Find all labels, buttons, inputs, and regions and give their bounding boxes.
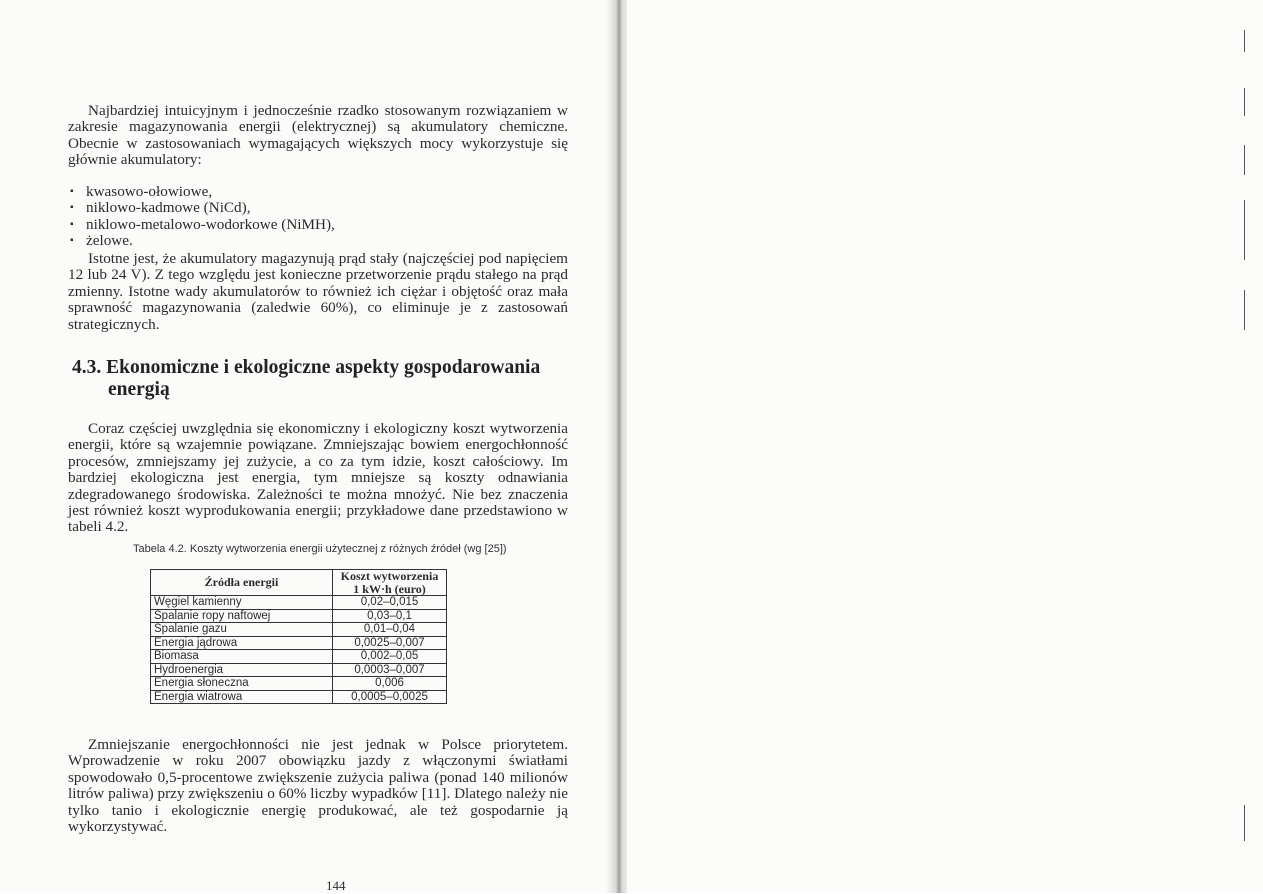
header-cost bbox=[333, 570, 447, 596]
energy-cost-table bbox=[150, 569, 447, 704]
battery-list bbox=[68, 184, 568, 250]
table-row bbox=[151, 623, 447, 637]
cell-source: Biomasa bbox=[151, 650, 333, 664]
table-caption: Tabela 4.2. Koszty wytworzenia energii użytecznej z różnych źródeł (wg [25]) bbox=[133, 543, 507, 555]
list-item: ▪ żelowe. bbox=[68, 233, 568, 249]
table-row bbox=[151, 609, 447, 623]
economics-paragraph: Coraz częściej uwzględnia się ekonomiczny i ekologiczny koszt wytworzenia energii, które są wzajemnie powiązane. Zmniejszając bowiem energochłonność procesów, zmniejszamy jej zużycie, a co za tym idzie, koszt całościowy. Im bardziej ekologiczna jest energia, tym mniejsze są koszty odnawiania zdegradowanego środowiska. Zależności te można mnożyć. Nie bez znaczenia jest również koszt wyprodukowania energii; przykładowe dane przedstawiono w tabeli 4.2. bbox=[68, 420, 568, 536]
cell-source: Węgiel kamienny bbox=[151, 596, 333, 610]
page-number-left: 144 bbox=[326, 878, 346, 893]
page-edge-mark bbox=[1244, 88, 1245, 116]
intro-paragraph: Najbardziej intuicyjnym i jednocześnie rzadko stosowanym rozwiązaniem w zakresie magazynowania energii (elektrycznej) są akumulatory chemiczne. Obecnie w zastosowaniach wymagających większych mocy wykorzystuje się głównie akumulatory: bbox=[68, 102, 568, 169]
cell-source: Energia jądrowa bbox=[151, 636, 333, 650]
table-row bbox=[151, 677, 447, 691]
priority-paragraph: Zmniejszanie energochłonności nie jest jednak w Polsce priorytetem. Wprowadzenie w roku 2007 obowiązku jazdy z włączonymi światłami spowodowało 0,5-procentowe zwiększenie zużycia paliwa (ponad 140 milionów litrów paliwa) przy zwiększeniu o 60% liczby wypadków [11]. Dlatego należy nie tylko tanio i ekologicznie energię produkować, ale też gospodarnie ją wykorzystywać. bbox=[68, 736, 568, 836]
table-header-row bbox=[151, 570, 447, 596]
left-page bbox=[0, 0, 614, 893]
cell-source: Energia wiatrowa bbox=[151, 690, 333, 704]
list-item: ▪ niklowo-metalowo-wodorkowe (NiMH), bbox=[68, 217, 568, 233]
table-row bbox=[151, 663, 447, 677]
page-edge-mark bbox=[1244, 290, 1245, 330]
table-row bbox=[151, 636, 447, 650]
section-heading-line1: 4.3. Ekonomiczne i ekologiczne aspekty gospodarowania bbox=[72, 357, 541, 378]
cell-source: Energia słoneczna bbox=[151, 677, 333, 691]
cell-cost: 0,002–0,05 bbox=[333, 650, 447, 664]
cell-cost: 0,006 bbox=[333, 677, 447, 691]
cell-source: Hydroenergia bbox=[151, 663, 333, 677]
cell-cost: 0,0003–0,007 bbox=[333, 663, 447, 677]
section-heading-line2: energią bbox=[108, 379, 170, 400]
cell-source: Spalanie ropy naftowej bbox=[151, 609, 333, 623]
cell-cost: 0,01–0,04 bbox=[333, 623, 447, 637]
after-list-paragraph: Istotne jest, że akumulatory magazynują prąd stały (najczęściej pod napięciem 12 lub 24 V). Z tego względu jest konieczne przetworzenie prądu stałego na prąd zmienny. Istotne wady akumulatorów to również ich ciężar i objętość oraz mała sprawność magazynowania (zaledwie 60%), co eliminuje je z zastosowań strategicznych. bbox=[68, 250, 568, 333]
header-source: Źródła energii bbox=[151, 570, 333, 596]
table-row bbox=[151, 650, 447, 664]
page-edge-mark bbox=[1244, 30, 1245, 52]
cell-cost: 0,02–0,015 bbox=[333, 596, 447, 610]
cell-cost: 0,03–0,1 bbox=[333, 609, 447, 623]
section-heading bbox=[72, 357, 562, 401]
cell-source: Spalanie gazu bbox=[151, 623, 333, 637]
list-item: ▪ kwasowo-ołowiowe, bbox=[68, 184, 568, 200]
cell-cost: 0,0025–0,007 bbox=[333, 636, 447, 650]
header-cost-line2: 1 kW·h (euro) bbox=[353, 581, 426, 596]
cell-cost: 0,0005–0,0025 bbox=[333, 690, 447, 704]
header-cost-line1: Koszt wytworzenia bbox=[340, 569, 439, 583]
page-edge-mark bbox=[1244, 200, 1245, 260]
page-edge-mark bbox=[1244, 805, 1245, 841]
list-item: ▪ niklowo-kadmowe (NiCd), bbox=[68, 200, 568, 216]
right-page bbox=[627, 0, 1263, 893]
table-row bbox=[151, 690, 447, 704]
table-row bbox=[151, 596, 447, 610]
page-edge-mark bbox=[1244, 145, 1245, 175]
